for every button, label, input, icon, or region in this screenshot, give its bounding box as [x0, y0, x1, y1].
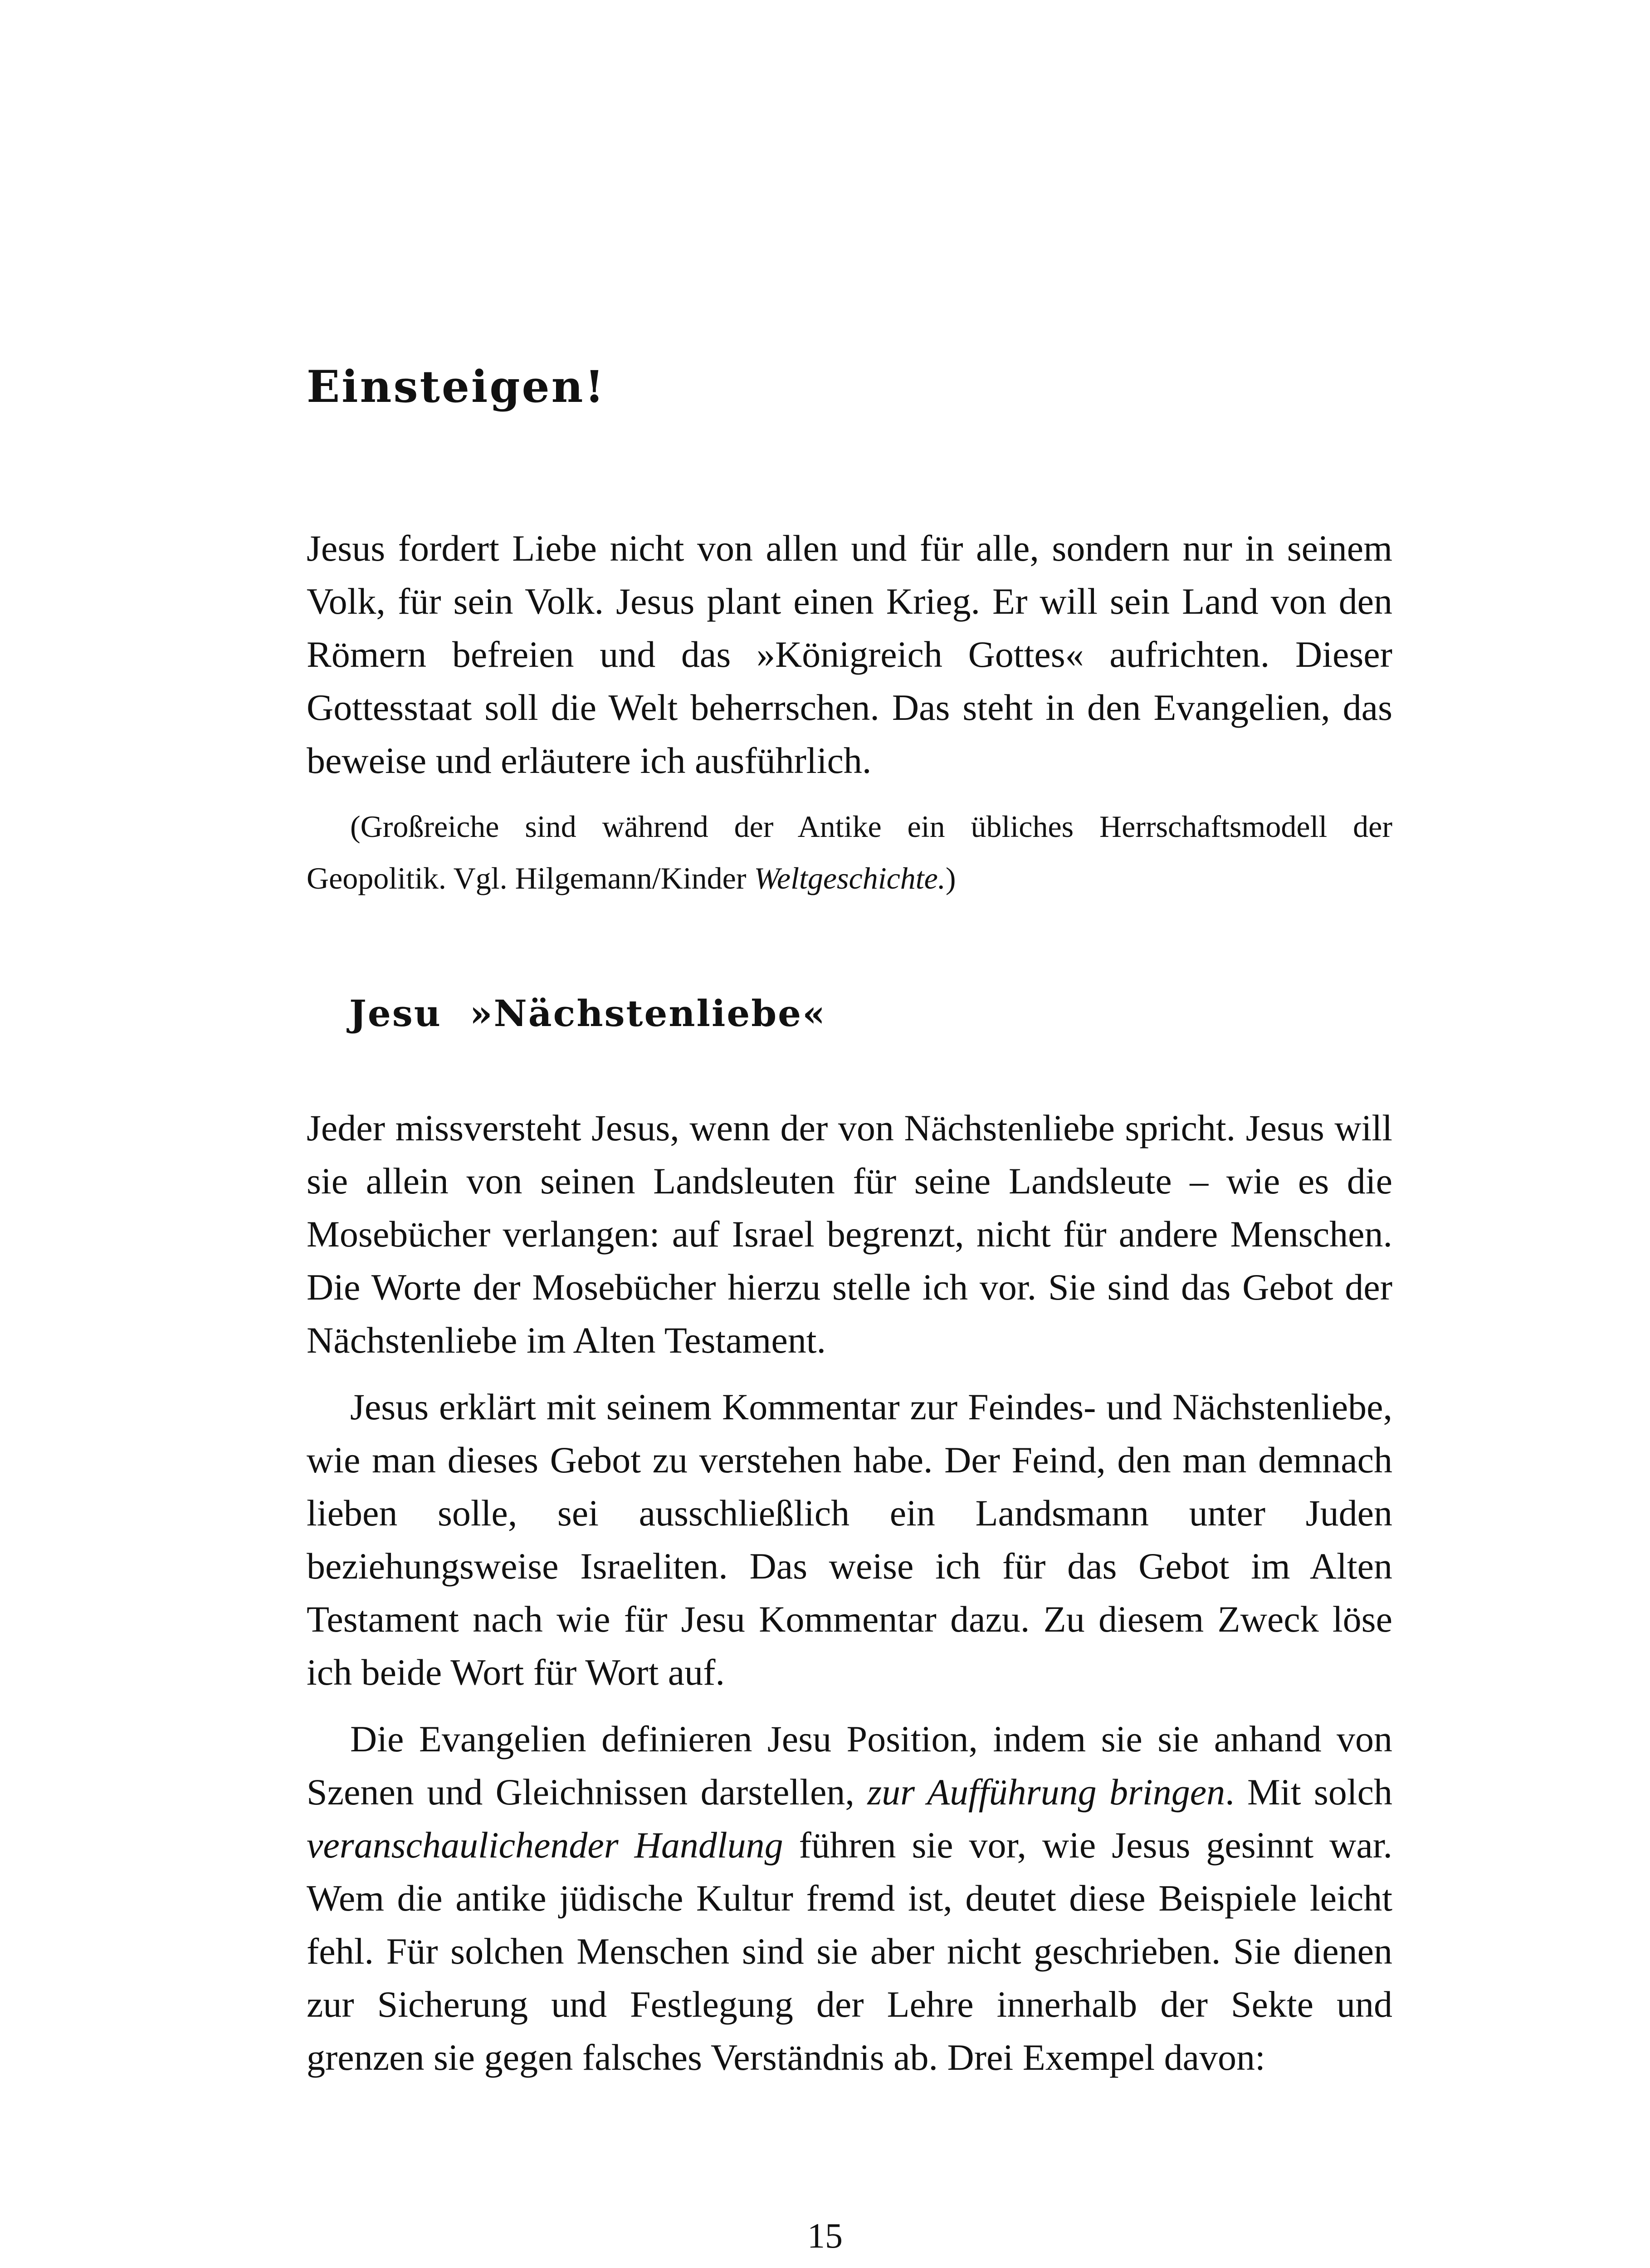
note-suffix: ) [945, 861, 956, 895]
paragraph-2: Jesus erklärt mit seinem Kommentar zur Feindes- und Nächstenliebe, wie man dieses Gebot zu verstehen habe. Der Feind, den man demnach lieben solle, sei ausschließlich ein Landsmann unter Juden beziehungsweise Israeliten. Das weise ich für das Gebot im Alten Testament nach wie für Jesu Kommentar dazu. Zu diesem Zweck löse ich beide Wort für Wort auf. [307, 1386, 1392, 1693]
intro-paragraph: Jesus fordert Liebe nicht von allen und für alle, sondern nur in seinem Volk, für sein Volk. Jesus plant einen Krieg. Er will sein Land von den Römern befreien und das »Königreich Gottes« aufrichten. Dieser Gottesstaat soll die Welt beherrschen. Das steht in den Evangelien, das beweise und erläutere ich ausführlich. [307, 528, 1392, 781]
paragraph-3-italic-2: veranschaulichender Handlung [307, 1824, 783, 1866]
note-prefix: (Großreiche sind während der Antike ein übliches Herrschaftsmodell der Geopolitik. Vgl. Hilgemann/Kinder [307, 809, 1392, 895]
note-italic-title: Weltgeschichte. [754, 861, 946, 895]
paragraph-3-part-1: Die Evangelien definieren Jesu Position, indem sie sie anhand von Szenen und Gleichnissen darstellen, [307, 1718, 1392, 1813]
paragraph-3-part-3: führen sie vor, wie Jesus gesinnt war. Wem die antike jüdische Kultur fremd ist, deutet diese Beispiele leicht fehl. Für solchen Menschen sind sie aber nicht geschrieben. Sie dienen zur Sicherung und Festlegung der Lehre innerhalb der Sekte und grenzen sie gegen falsches Verständnis ab. Drei Exempel davon: [307, 1824, 1393, 2078]
main-text-block [307, 1101, 1392, 2084]
intro-note [307, 801, 1392, 904]
page-number: 15 [807, 2216, 843, 2255]
intro-block [307, 522, 1392, 904]
section-title: Einsteigen! [307, 361, 606, 412]
subsection-title: Jesu »Nächstenliebe« [349, 992, 827, 1035]
paragraph-1: Jeder missversteht Jesus, wenn der von Nächstenliebe spricht. Jesus will sie allein von seinen Landsleuten für seine Landsleute – wie es die Mosebücher verlangen: auf Israel begrenzt, nicht für andere Menschen. Die Worte der Mosebücher hierzu stelle ich vor. Sie sind das Gebot der Nächstenliebe im Alten Testament. [307, 1107, 1392, 1361]
paragraph-3-italic-1: zur Aufführung bringen [867, 1771, 1225, 1813]
paragraph-3 [307, 1712, 1392, 2084]
paragraph-3-part-2: . Mit solch [1225, 1771, 1392, 1813]
